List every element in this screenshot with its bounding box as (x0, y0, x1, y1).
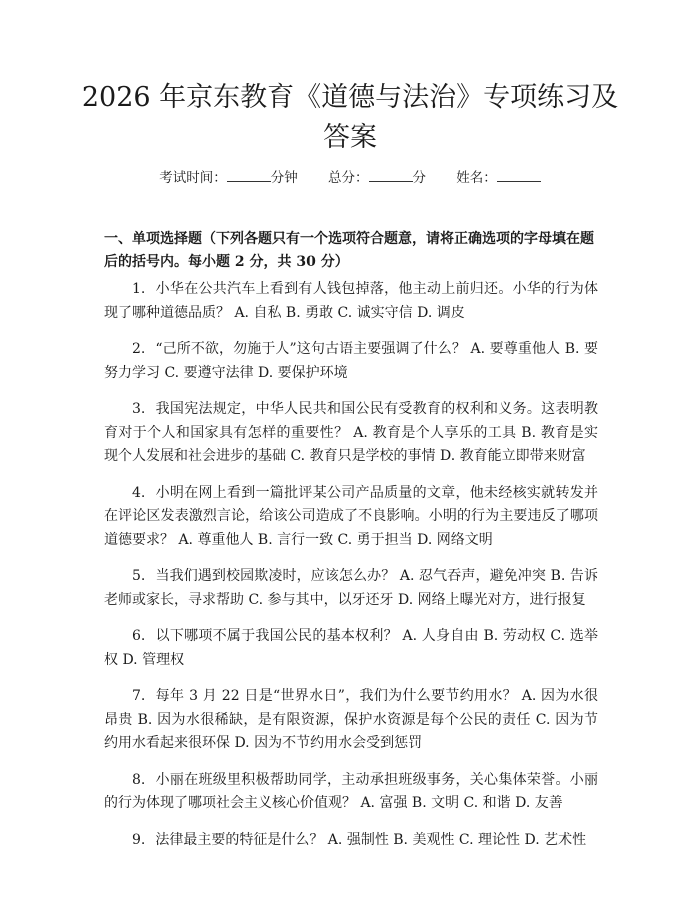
question-number: 8. (132, 771, 146, 788)
question-text: 小华在公共汽车上看到有人钱包掉落，他主动上前归还。小华的行为体现了哪种道德品质？ A. 自私 B. 勇敢 C. 诚实守信 D. 调皮 (104, 281, 598, 321)
question-item (104, 685, 598, 756)
question-text: 每年 3 月 22 日是“世界水日”，我们为什么要节约用水？ A. 因为水很昂贵 B. 因为水很稀缺，是有限资源，保护水资源是每个公民的责任 C. 因为节约用水看起来很环保 D. 因为不节约用水会受到惩罚 (104, 688, 598, 751)
question-item (104, 398, 598, 469)
student-name (456, 170, 541, 186)
question-item (104, 625, 598, 672)
name-blank[interactable] (497, 168, 541, 182)
score-unit: 分 (412, 170, 426, 186)
question-number: 9. (132, 831, 146, 848)
question-item (104, 338, 598, 385)
exam-meta (0, 168, 700, 188)
question-number: 2. (132, 341, 146, 357)
question-item (104, 829, 598, 853)
question-item (104, 769, 598, 816)
exam-time (159, 170, 302, 186)
question-text: 当我们遇到校园欺凌时，应该怎么办？ A. 忍气吞声，避免冲突 B. 告诉老师或家长，寻求帮助 C. 参与其中，以牙还牙 D. 网络上曝光对方，进行报复 (104, 568, 598, 608)
question-number: 5. (132, 568, 146, 584)
question-number: 4. (132, 484, 146, 501)
question-item (104, 482, 598, 553)
question-number: 3. (132, 401, 146, 417)
question-item (104, 565, 598, 612)
question-text: 以下哪项不属于我国公民的基本权利？ A. 人身自由 B. 劳动权 C. 选举权 D. 管理权 (104, 628, 598, 668)
question-text: 小明在网上看到一篇批评某公司产品质量的文章，他未经核实就转发并在评论区发表激烈言论，给该公司造成了不良影响。小明的行为主要违反了哪项道德要求？ A. 尊重他人 B. 言行一致 C. 勇于担当 D. 网络文明 (104, 484, 598, 548)
question-text: “己所不欲，勿施于人”这句古语主要强调了什么？ A. 要尊重他人 B. 要努力学习 C. 要遵守法律 D. 要保护环境 (104, 341, 598, 381)
question-text: 法律最主要的特征是什么？ A. 强制性 B. 美观性 C. 理论性 D. 艺术性 (155, 831, 587, 848)
question-item (104, 278, 598, 325)
time-unit: 分钟 (270, 170, 298, 186)
total-score (328, 170, 430, 186)
question-number: 1. (132, 281, 146, 297)
section-heading: 一、单项选择题（下列各题只有一个选项符合题意，请将正确选项的字母填在题后的括号内。每小题 2 分，共 30 分） (104, 231, 594, 270)
question-text: 我国宪法规定，中华人民共和国公民有受教育的权利和义务。这表明教育对于个人和国家具有怎样的重要性？ A. 教育是个人享乐的工具 B. 教育是实现个人发展和社会进步的基础 C. 教育只是学校的事情 D. 教育能立即带来财富 (104, 401, 598, 464)
question-number: 6. (132, 628, 146, 644)
question-list (104, 278, 598, 865)
question-text: 小丽在班级里积极帮助同学，主动承担班级事务，关心集体荣誉。小丽的行为体现了哪项社会主义核心价值观？ A. 富强 B. 文明 C. 和谐 D. 友善 (104, 771, 598, 811)
document-title: 2026 年京东教育《道德与法治》专项练习及答案 (81, 82, 619, 153)
time-label: 考试时间： (159, 170, 227, 186)
name-label: 姓名： (456, 170, 497, 186)
score-blank[interactable] (369, 168, 413, 182)
question-number: 7. (132, 688, 146, 704)
score-label: 总分： (328, 170, 369, 186)
time-blank[interactable] (227, 168, 271, 182)
